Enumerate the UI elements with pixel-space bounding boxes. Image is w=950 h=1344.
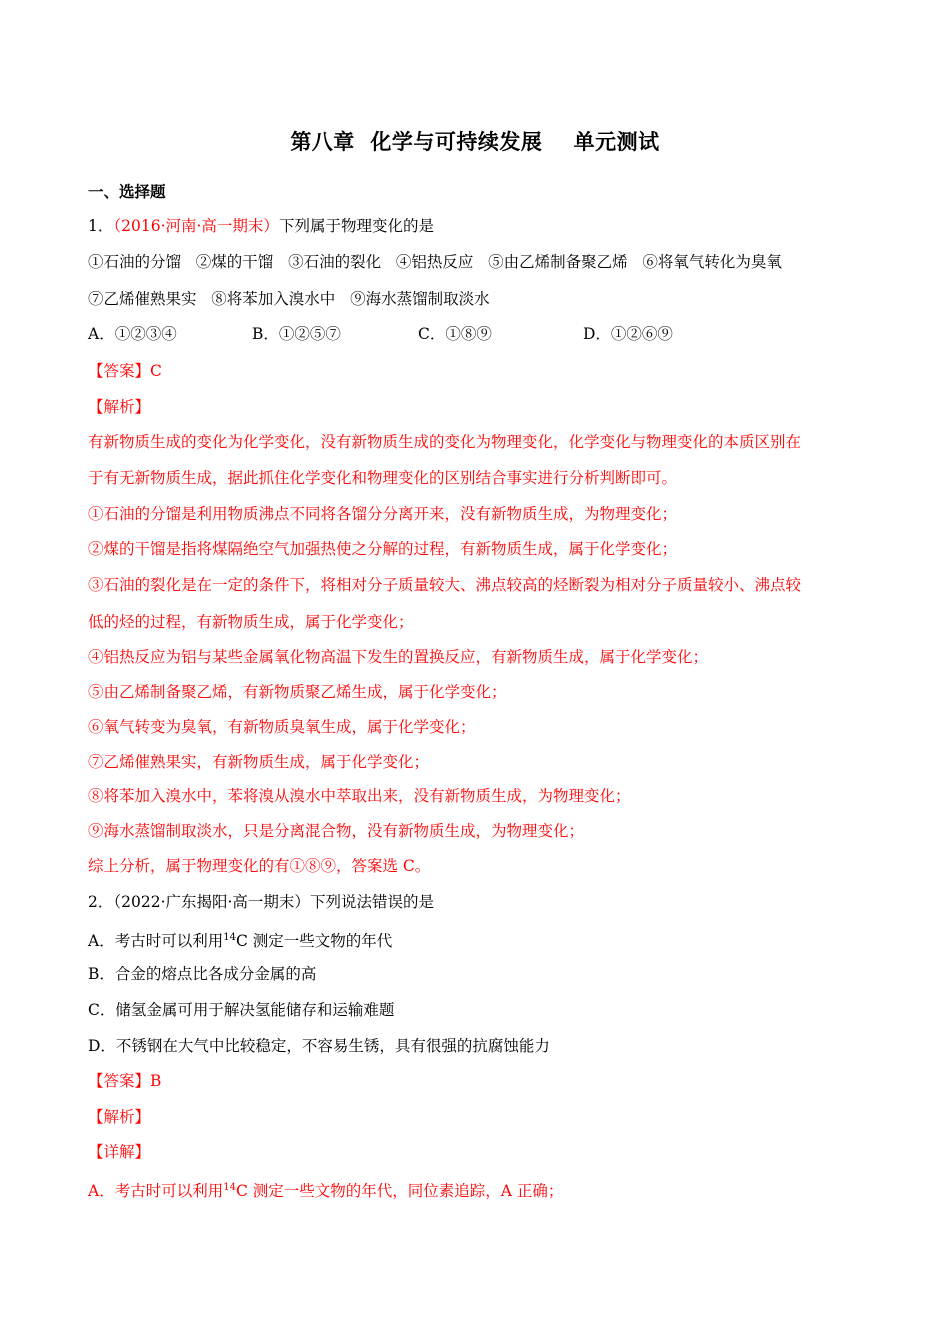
question-1-option-a: A．①②③④ bbox=[88, 325, 177, 343]
analysis-line: ④铝热反应为铝与某些金属氧化物高温下发生的置换反应，有新物质生成，属于化学变化； bbox=[88, 648, 709, 666]
question-2-option-c: C．储氢金属可用于解决氢能储存和运输难题 bbox=[88, 1001, 395, 1019]
analysis-line: ③石油的裂化是在一定的条件下，将相对分子质量较大、沸点较高的烃断裂为相对分子质量较小、沸点较 bbox=[88, 576, 802, 594]
question-2-detail-label: 【详解】 bbox=[88, 1143, 151, 1161]
question-1-items-line-1: ①石油的分馏 ②煤的干馏 ③石油的裂化 ④铝热反应 ⑤由乙烯制备聚乙烯 ⑥将氧气转化为臭氧 bbox=[88, 253, 782, 271]
analysis-line: 有新物质生成的变化为化学变化，没有新物质生成的变化为物理变化，化学变化与物理变化的本质区别在 bbox=[88, 433, 802, 451]
analysis-line: ⑥氧气转变为臭氧，有新物质臭氧生成，属于化学变化； bbox=[88, 718, 476, 736]
question-2-answer: 【答案】B bbox=[88, 1072, 162, 1090]
question-1-items-line-2: ⑦乙烯催熟果实 ⑧将苯加入溴水中 ⑨海水蒸馏制取淡水 bbox=[88, 290, 490, 308]
analysis-line: ⑦乙烯催熟果实，有新物质生成，属于化学变化； bbox=[88, 753, 430, 771]
question-1-analysis-label: 【解析】 bbox=[88, 398, 151, 416]
question-1-answer: 【答案】C bbox=[88, 362, 162, 380]
question-2-detail-line: A．考古时可以利用$^{14}$C 测定一些文物的年代，同位素追踪，A 正确； bbox=[88, 1182, 564, 1200]
question-2-analysis-label: 【解析】 bbox=[88, 1108, 151, 1126]
question-2-number: 2． bbox=[88, 893, 114, 911]
question-2-stem: 下列说法错误的是 bbox=[309, 893, 434, 911]
analysis-line: ②煤的干馏是指将煤隔绝空气加强热使之分解的过程，有新物质生成，属于化学变化； bbox=[88, 540, 678, 558]
question-1-header bbox=[88, 216, 434, 236]
question-2-source: （2022·广东揭阳·高一期末） bbox=[113, 893, 310, 911]
question-2-option-a: A．考古时可以利用$^{14}$C 测定一些文物的年代 bbox=[88, 932, 393, 950]
section-heading: 一、选择题 bbox=[88, 182, 166, 201]
analysis-line: ⑨海水蒸馏制取淡水，只是分离混合物，没有新物质生成，为物理变化； bbox=[88, 822, 585, 840]
analysis-line: 综上分析，属于物理变化的有①⑧⑨，答案选 C。 bbox=[88, 857, 431, 875]
question-1-option-d: D．①②⑥⑨ bbox=[583, 325, 673, 343]
question-2-option-d: D．不锈钢在大气中比较稳定，不容易生锈，具有很强的抗腐蚀能力 bbox=[88, 1037, 550, 1055]
question-1-number: 1． bbox=[88, 217, 114, 235]
question-2-header bbox=[88, 892, 434, 912]
question-1-option-c: C．①⑧⑨ bbox=[418, 325, 492, 343]
question-2-option-b: B．合金的熔点比各成分金属的高 bbox=[88, 965, 317, 983]
page-title: 第八章 化学与可持续发展 单元测试 bbox=[290, 130, 660, 154]
question-1-stem: 下列属于物理变化的是 bbox=[278, 217, 434, 235]
analysis-line: ⑤由乙烯制备聚乙烯，有新物质聚乙烯生成，属于化学变化； bbox=[88, 683, 507, 701]
analysis-line: ⑧将苯加入溴水中，苯将溴从溴水中萃取出来，没有新物质生成，为物理变化； bbox=[88, 787, 631, 805]
question-1-source: （2016·河南·高一期末） bbox=[113, 217, 279, 235]
analysis-line: 低的烃的过程，有新物质生成，属于化学变化； bbox=[88, 613, 414, 631]
question-1-option-b: B．①②⑤⑦ bbox=[252, 325, 341, 343]
analysis-line: 于有无新物质生成，据此抓住化学变化和物理变化的区别结合事实进行分析判断即可。 bbox=[88, 469, 678, 487]
analysis-line: ①石油的分馏是利用物质沸点不同将各馏分分离开来，没有新物质生成，为物理变化； bbox=[88, 505, 678, 523]
